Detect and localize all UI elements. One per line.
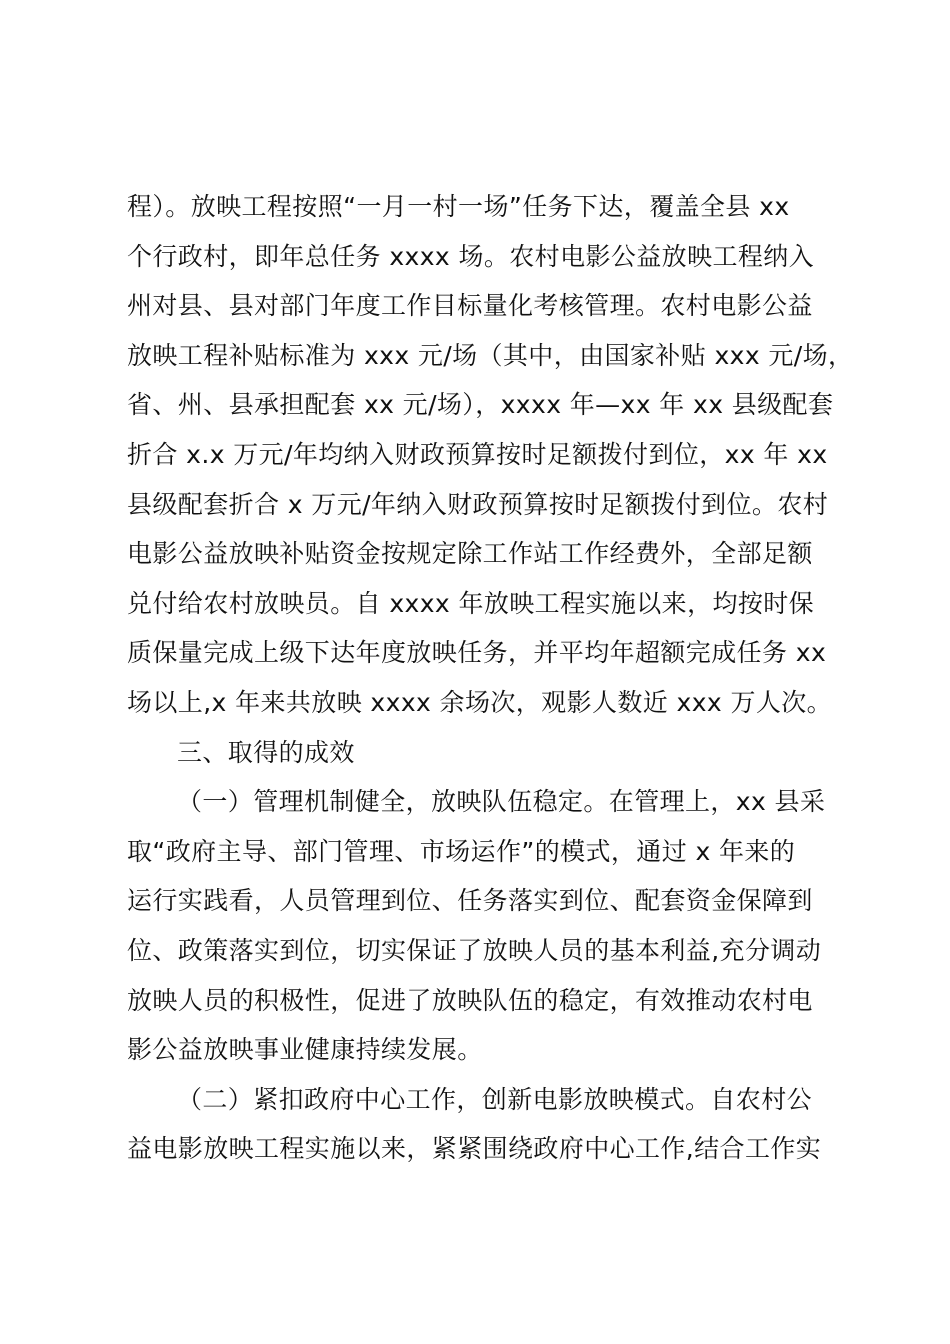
paragraph-line: 放映人员的积极性，促进了放映队伍的稳定，有效推动农村电 (127, 985, 813, 1015)
section-heading: 三、取得的成效 (177, 737, 355, 767)
paragraph-line: 取“政府主导、部门管理、市场运作”的模式，通过 x 年来的 (127, 836, 796, 866)
paragraph-line: （一）管理机制健全，放映队伍稳定。在管理上，xx 县采 (177, 787, 826, 817)
paragraph-line: 影公益放映事业健康持续发展。 (127, 1035, 483, 1065)
paragraph-line: 运行实践看，人员管理到位、任务落实到位、配套资金保障到 (127, 886, 813, 916)
paragraph-line: 放映工程补贴标准为 xxx 元/场（其中，由国家补贴 xxx 元/场， (127, 340, 854, 370)
paragraph-line: （二）紧扣政府中心工作，创新电影放映模式。自农村公 (177, 1084, 813, 1114)
paragraph-line: 位、政策落实到位，切实保证了放映人员的基本利益,充分调动 (127, 935, 822, 965)
document-body (127, 182, 854, 1174)
paragraph-line: 场以上,x 年来共放映 xxxx 余场次，观影人数近 xxx 万人次。 (127, 687, 833, 717)
paragraph-line: 程）。放映工程按照“一月一村一场”任务下达，覆盖全县 xx (127, 192, 790, 221)
paragraph-line: 县级配套折合 x 万元/年纳入财政预算按时足额拨付到位。农村 (127, 489, 829, 519)
paragraph-line: 省、州、县承担配套 xx 元/场），xxxx 年—xx 年 xx 县级配套 (127, 390, 834, 420)
paragraph-line: 兑付给农村放映员。自 xxxx 年放映工程实施以来，均按时保 (127, 588, 815, 618)
paragraph-line: 益电影放映工程实施以来，紧紧围绕政府中心工作,结合工作实 (127, 1134, 822, 1164)
paragraph-line: 州对县、县对部门年度工作目标量化考核管理。农村电影公益 (127, 291, 813, 321)
paragraph-line: 质保量完成上级下达年度放映任务，并平均年超额完成任务 xx (127, 638, 827, 668)
paragraph-line: 个行政村，即年总任务 xxxx 场。农村电影公益放映工程纳入 (127, 241, 815, 271)
paragraph-line: 电影公益放映补贴资金按规定除工作站工作经费外，全部足额 (127, 539, 813, 569)
paragraph-line: 折合 x.x 万元/年均纳入财政预算按时足额拨付到位，xx 年 xx (127, 439, 828, 469)
